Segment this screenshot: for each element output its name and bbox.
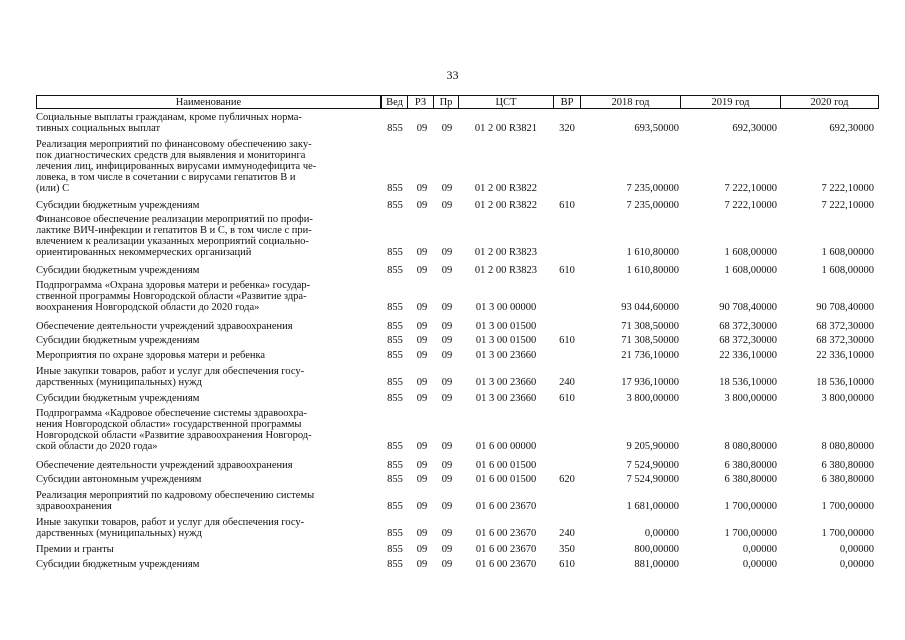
cell-2018: 881,00000 [634,559,679,570]
row-name: Субсидии бюджетным учреждениям [36,559,200,570]
header-rz: РЗ [407,95,434,109]
cell-rz: 09 [416,265,428,276]
cell-ved: 855 [387,501,403,512]
table-row [36,335,879,346]
cell-2018: 93 044,60000 [621,302,679,313]
table-row [36,280,879,313]
cell-pr: 09 [441,393,453,404]
cell-pr: 09 [441,321,453,332]
cell-2020: 0,00000 [839,544,874,555]
cell-2018: 800,00000 [634,544,679,555]
cell-cst: 01 2 00 R3822 [474,200,538,211]
cell-pr: 09 [441,559,453,570]
row-name: Обеспечение деятельности учреждений здравоохранения [36,321,293,332]
cell-pr: 09 [441,183,453,194]
header-2020: 2020 год [780,95,879,109]
cell-cst: 01 6 00 23670 [475,559,537,570]
table-header [36,95,879,110]
cell-cst: 01 2 00 R3822 [474,183,538,194]
cell-vr: 610 [559,393,575,404]
cell-rz: 09 [416,474,428,485]
cell-ved: 855 [387,460,403,471]
cell-2020: 1 608,00000 [821,247,874,258]
row-name: Субсидии автономным учреждениям [36,474,202,485]
budget-table [36,110,879,580]
cell-rz: 09 [416,321,428,332]
cell-cst: 01 3 00 01500 [475,321,537,332]
cell-rz: 09 [416,247,428,258]
table-row [36,559,879,570]
cell-2019: 68 372,30000 [719,335,777,346]
cell-2020: 90 708,40000 [816,302,874,313]
cell-pr: 09 [441,302,453,313]
cell-2019: 68 372,30000 [719,321,777,332]
cell-2020: 1 700,00000 [821,501,874,512]
cell-pr: 09 [441,474,453,485]
cell-pr: 09 [441,544,453,555]
cell-ved: 855 [387,123,403,134]
table-row [36,321,879,332]
cell-cst: 01 3 00 23660 [475,393,537,404]
cell-2018: 7 235,00000 [626,200,679,211]
cell-2020: 0,00000 [839,559,874,570]
row-name: Иные закупки товаров, работ и услуг для обеспечения госу- дарственных (муниципальных) нужд [36,366,305,388]
row-name: Подпрограмма «Охрана здоровья матери и ребенка» государ- ственной программы Новгородской области «Развитие здра- воохранения Новгородской области до 2020 года» [36,280,311,313]
row-name: Реализация мероприятий по кадровому обеспечению системы здравоохранения [36,490,315,512]
cell-vr: 610 [559,335,575,346]
cell-cst: 01 6 00 23670 [475,528,537,539]
cell-rz: 09 [416,544,428,555]
table-row [36,544,879,555]
table-row [36,139,879,194]
cell-pr: 09 [441,247,453,258]
cell-2019: 90 708,40000 [719,302,777,313]
table-row [36,408,879,452]
row-name: Субсидии бюджетным учреждениям [36,265,200,276]
cell-ved: 855 [387,265,403,276]
header-vr: ВР [553,95,581,109]
row-name: Подпрограмма «Кадровое обеспечение системы здравоохра- нения Новгородской области» государственной программы Новгородской области «Развитие здравоохранения Новгород- ской области до 2020 года» [36,408,312,452]
cell-2019: 3 800,00000 [724,393,777,404]
cell-2019: 7 222,10000 [724,200,777,211]
cell-2020: 68 372,30000 [816,335,874,346]
cell-rz: 09 [416,501,428,512]
cell-cst: 01 2 00 R3823 [474,247,538,258]
cell-ved: 855 [387,544,403,555]
cell-pr: 09 [441,350,453,361]
cell-pr: 09 [441,460,453,471]
table-row [36,112,879,134]
cell-2019: 0,00000 [742,544,777,555]
cell-2019: 6 380,80000 [724,460,777,471]
cell-vr: 620 [559,474,575,485]
cell-cst: 01 6 00 00000 [475,441,537,452]
cell-2018: 0,00000 [644,528,679,539]
cell-2020: 1 608,00000 [821,265,874,276]
cell-2020: 6 380,80000 [821,474,874,485]
cell-pr: 09 [441,335,453,346]
cell-2018: 7 524,90000 [626,460,679,471]
cell-2020: 22 336,10000 [816,350,874,361]
row-name: Премии и гранты [36,544,114,555]
table-row [36,460,879,471]
cell-2018: 693,50000 [634,123,679,134]
cell-2020: 68 372,30000 [816,321,874,332]
cell-ved: 855 [387,335,403,346]
cell-ved: 855 [387,200,403,211]
cell-vr: 610 [559,265,575,276]
cell-2018: 21 736,10000 [621,350,679,361]
cell-vr: 320 [559,123,575,134]
cell-ved: 855 [387,183,403,194]
cell-rz: 09 [416,350,428,361]
cell-cst: 01 3 00 23660 [475,350,537,361]
cell-2019: 1 608,00000 [724,265,777,276]
cell-2019: 0,00000 [742,559,777,570]
header-cst: ЦСТ [458,95,554,109]
cell-2019: 692,30000 [732,123,777,134]
cell-ved: 855 [387,247,403,258]
cell-ved: 855 [387,528,403,539]
cell-vr: 610 [559,200,575,211]
cell-ved: 855 [387,441,403,452]
cell-ved: 855 [387,377,403,388]
cell-2020: 7 222,10000 [821,200,874,211]
cell-vr: 240 [559,528,575,539]
table-row [36,366,879,388]
cell-2018: 17 936,10000 [621,377,679,388]
cell-2019: 8 080,80000 [724,441,777,452]
cell-2019: 7 222,10000 [724,183,777,194]
cell-ved: 855 [387,393,403,404]
cell-pr: 09 [441,528,453,539]
cell-cst: 01 3 00 01500 [475,335,537,346]
cell-rz: 09 [416,393,428,404]
cell-rz: 09 [416,441,428,452]
cell-rz: 09 [416,302,428,313]
header-pr: Пр [433,95,459,109]
row-name: Мероприятия по охране здоровья матери и ребенка [36,350,266,361]
cell-cst: 01 3 00 23660 [475,377,537,388]
cell-cst: 01 6 00 01500 [475,460,537,471]
cell-2020: 8 080,80000 [821,441,874,452]
cell-2019: 18 536,10000 [719,377,777,388]
header-name: Наименование [36,95,381,109]
cell-pr: 09 [441,441,453,452]
cell-vr: 350 [559,544,575,555]
cell-pr: 09 [441,123,453,134]
cell-cst: 01 2 00 R3821 [474,123,538,134]
cell-2018: 7 524,90000 [626,474,679,485]
cell-2020: 18 536,10000 [816,377,874,388]
header-ved: Вед [381,95,408,109]
cell-vr: 240 [559,377,575,388]
cell-2019: 1 700,00000 [724,501,777,512]
row-name: Финансовое обеспечение реализации мероприятий по профи- лактике ВИЧ-инфекции и гепатитов В и С, в том числе с при- влечением к реализации указанных мероприятий социально- ориентированных некоммерческих организаций [36,214,313,258]
row-name: Обеспечение деятельности учреждений здравоохранения [36,460,293,471]
cell-ved: 855 [387,559,403,570]
cell-2020: 692,30000 [829,123,874,134]
cell-rz: 09 [416,335,428,346]
table-row [36,393,879,404]
cell-2018: 71 308,50000 [621,321,679,332]
row-name: Иные закупки товаров, работ и услуг для обеспечения госу- дарственных (муниципальных) нужд [36,517,305,539]
cell-rz: 09 [416,123,428,134]
table-row [36,214,879,258]
row-name: Реализация мероприятий по финансовому обеспечению заку- пок диагностических средств для выявления и мониторинга лечения лиц, инфицированных вирусами иммунодефицита че- ловека, в том числе в сочетании с вирусами гепатитов В и (или) С [36,139,317,194]
cell-pr: 09 [441,501,453,512]
row-name: Субсидии бюджетным учреждениям [36,393,200,404]
table-row [36,200,879,211]
cell-rz: 09 [416,528,428,539]
cell-2018: 71 308,50000 [621,335,679,346]
cell-rz: 09 [416,183,428,194]
cell-pr: 09 [441,377,453,388]
row-name: Субсидии бюджетным учреждениям [36,335,200,346]
cell-2018: 1 681,00000 [626,501,679,512]
cell-2019: 1 700,00000 [724,528,777,539]
cell-2019: 1 608,00000 [724,247,777,258]
cell-cst: 01 6 00 23670 [475,501,537,512]
table-row [36,490,879,512]
cell-ved: 855 [387,350,403,361]
cell-cst: 01 6 00 01500 [475,474,537,485]
cell-ved: 855 [387,302,403,313]
cell-2018: 1 610,80000 [626,265,679,276]
row-name: Социальные выплаты гражданам, кроме публичных норма- тивных социальных выплат [36,112,302,134]
cell-rz: 09 [416,377,428,388]
page-number: 33 [446,68,459,82]
header-2019: 2019 год [680,95,781,109]
cell-ved: 855 [387,474,403,485]
cell-pr: 09 [441,265,453,276]
table-row [36,265,879,276]
cell-2020: 3 800,00000 [821,393,874,404]
cell-2020: 6 380,80000 [821,460,874,471]
cell-2020: 7 222,10000 [821,183,874,194]
cell-vr: 610 [559,559,575,570]
row-name: Субсидии бюджетным учреждениям [36,200,200,211]
cell-2018: 7 235,00000 [626,183,679,194]
cell-pr: 09 [441,200,453,211]
table-row [36,350,879,361]
cell-cst: 01 3 00 00000 [475,302,537,313]
cell-cst: 01 2 00 R3823 [474,265,538,276]
cell-2019: 6 380,80000 [724,474,777,485]
cell-2019: 22 336,10000 [719,350,777,361]
cell-ved: 855 [387,321,403,332]
table-row [36,517,879,539]
cell-2018: 1 610,80000 [626,247,679,258]
cell-2018: 9 205,90000 [626,441,679,452]
cell-rz: 09 [416,559,428,570]
cell-2020: 1 700,00000 [821,528,874,539]
header-2018: 2018 год [580,95,681,109]
cell-rz: 09 [416,460,428,471]
cell-2018: 3 800,00000 [626,393,679,404]
cell-cst: 01 6 00 23670 [475,544,537,555]
table-row [36,474,879,485]
cell-rz: 09 [416,200,428,211]
